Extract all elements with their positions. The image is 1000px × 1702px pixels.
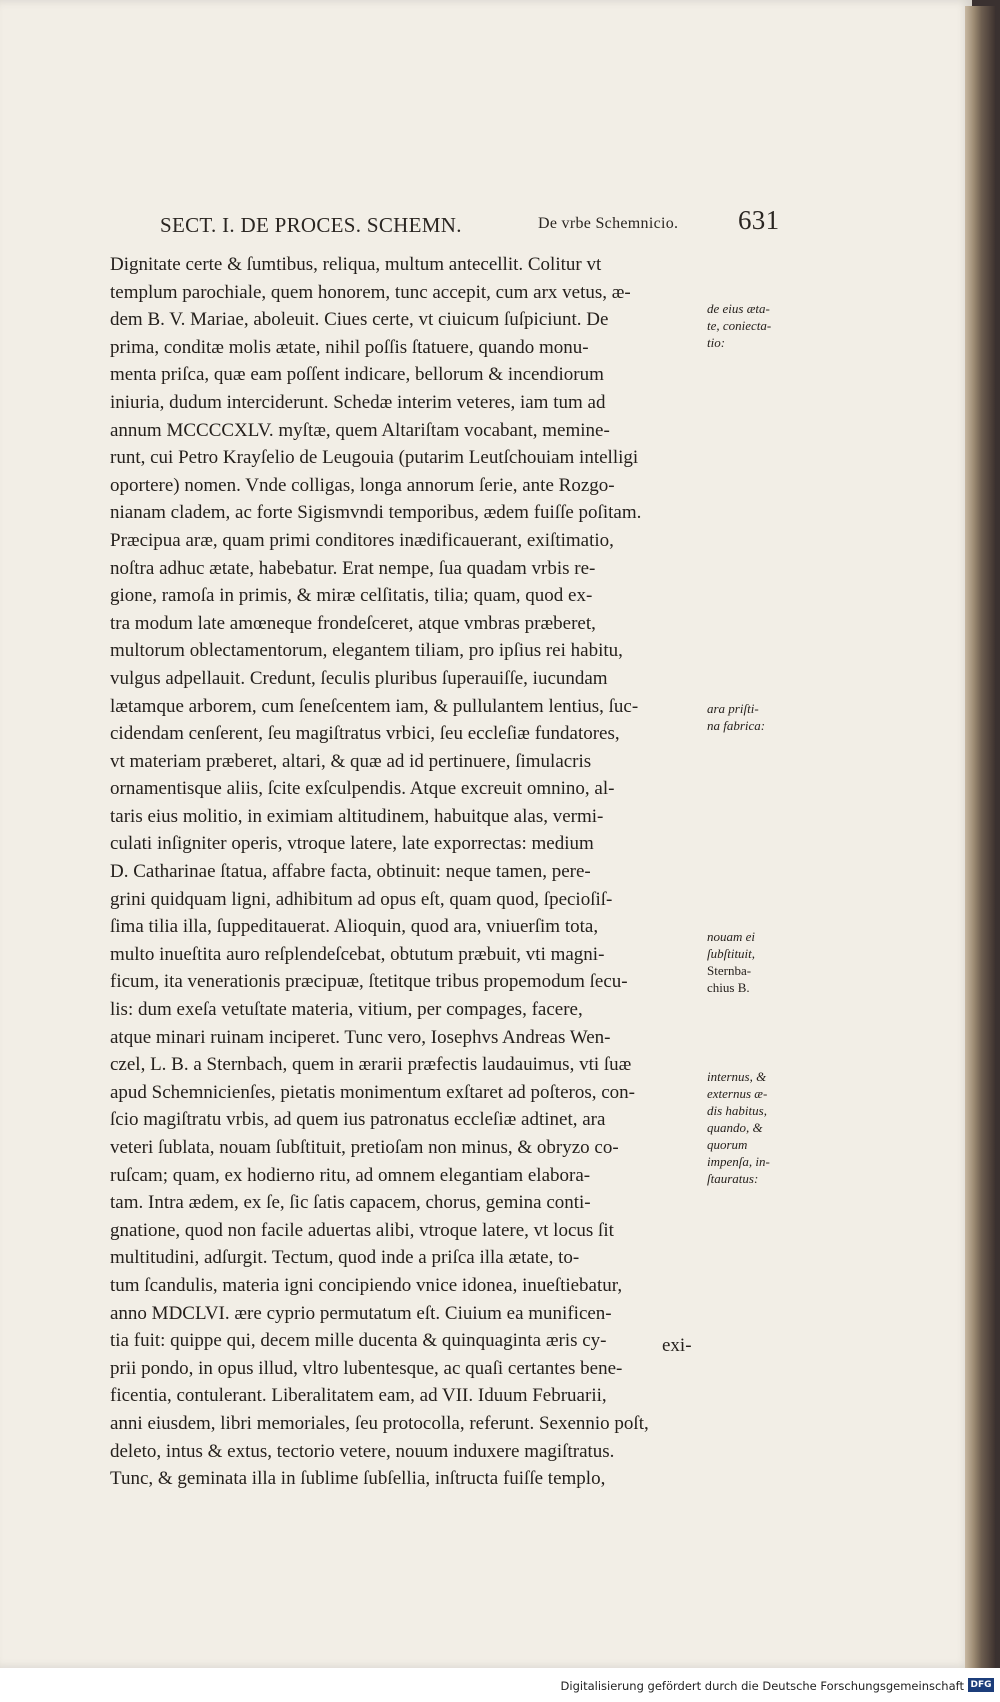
text-line: tum ſcandulis, materia igni concipiendo vnice idonea, inueſtiebatur,	[110, 1274, 623, 1296]
margin-note-line: externus æ-	[707, 1086, 768, 1101]
text-line: noſtra adhuc ætate, habebatur. Erat nempe, ſua quadam vrbis re-	[110, 557, 596, 579]
text-line: tia fuit: quippe qui, decem mille ducenta & quinquaginta æris cy-	[110, 1330, 607, 1352]
margin-note-line: tio:	[707, 335, 726, 350]
section-subtitle: De vrbe Schemnicio.	[538, 215, 679, 232]
text-line: ornamentisque aliis, ſcite exſculpendis. Atque excreuit omnino, al-	[110, 778, 615, 800]
text-line: grini quidquam ligni, adhibitum ad opus eſt, quam quod, ſpecioſiſ-	[110, 888, 613, 910]
catchword: exi-	[662, 1335, 692, 1356]
text-line: lætamque arborem, cum ſeneſcentem iam, & pullulantem lentius, ſuc-	[110, 695, 639, 717]
margin-note-line: chius B.	[707, 980, 750, 995]
text-line: anno MDCLVI. ære cyprio permutatum eſt. Ciuium ea munificen-	[110, 1302, 612, 1324]
running-header	[160, 205, 780, 241]
margin-note-line: na fabrica:	[707, 718, 766, 733]
text-line: vt materiam præberet, altari, & quæ ad id pertinuere, ſimulacris	[110, 750, 592, 772]
text-line: ſima tilia illa, ſuppeditauerat. Alioquin, quod ara, vniuerſim tota,	[110, 916, 599, 938]
margin-note-line: ſtauratus:	[707, 1171, 759, 1186]
text-line: tam. Intra ædem, ex ſe, ſic ſatis capacem, chorus, gemina conti-	[110, 1192, 591, 1214]
text-line: lis: dum exeſa vetuſtate materia, vitium, per compages, facere,	[110, 999, 583, 1021]
margin-note-line: quando, &	[707, 1120, 763, 1135]
text-line: cidendam cenſerent, ſeu magiſtratus vrbici, ſeu eccleſiæ fundatores,	[110, 723, 620, 745]
text-line: nianam cladem, ac forte Sigismvndi temporibus, ædem fuiſſe poſitam.	[110, 502, 642, 524]
text-line: oportere) nomen. Vnde colligas, longa annorum ſerie, ante Rozgo-	[110, 474, 615, 496]
text-line: Præcipua aræ, quam primi conditores inædificauerant, exiſtimatio,	[110, 529, 614, 551]
text-line: atque minari ruinam inciperet. Tunc vero, Iosephvs Andreas Wen-	[110, 1026, 611, 1048]
text-line: iniuria, dudum interciderunt. Schedæ interim veteres, iam tum ad	[110, 391, 606, 413]
margin-note-line: Sternba-	[707, 963, 752, 978]
text-line: prima, conditæ molis ætate, nihil poſſis ſtatuere, quando monu-	[110, 336, 589, 358]
page-edge-shadow	[965, 6, 995, 1668]
margin-note-line: nouam ei	[707, 929, 756, 944]
margin-note-line: internus, &	[707, 1069, 767, 1084]
margin-note-line: dis habitus,	[707, 1103, 767, 1118]
text-line: ſcio magiſtratu vrbis, ad quem ius patronatus eccleſiæ adtinet, ara	[110, 1109, 606, 1131]
text-line: tra modum late amœneque frondeſceret, atque vmbras præberet,	[110, 612, 596, 634]
text-line: anni eiusdem, libri memoriales, ſeu protocolla, referunt. Sexennio poſt,	[110, 1412, 649, 1434]
text-line: culati inſigniter operis, vtroque latere, late exporrectas: medium	[110, 833, 594, 855]
text-line: vulgus adpellauit. Credunt, ſeculis pluribus ſuperauiſſe, iucundam	[110, 667, 608, 689]
digitization-footer	[0, 1668, 1000, 1702]
margin-note	[707, 928, 787, 996]
text-line: multorum oblectamentorum, elegantem tiliam, pro ipſius rei habitu,	[110, 640, 623, 662]
text-line: templum parochiale, quem honorem, tunc accepit, cum arx vetus, æ-	[110, 281, 631, 303]
text-line: Tunc, & geminata illa in ſublime ſubſellia, inſtructa fuiſſe templo,	[110, 1468, 606, 1490]
margin-note-line: ara priſti-	[707, 701, 759, 716]
text-line: gione, ramoſa in primis, & miræ celſitatis, tilia; quam, quod ex-	[110, 585, 593, 607]
margin-note-line: impenſa, in-	[707, 1154, 770, 1169]
text-line: gnatione, quod non facile aduertas alibi, vtroque latere, vt locus ſit	[110, 1219, 614, 1241]
text-line: runt, cui Petro Krayſelio de Leugouia (putarim Leutſchouiam intelligi	[110, 447, 639, 469]
text-line: menta priſca, quæ eam poſſent indicare, bellorum & incendiorum	[110, 364, 604, 386]
margin-note	[707, 700, 787, 734]
text-line: ficentia, contulerant. Liberalitatem eam, ad VII. Iduum Februarii,	[110, 1385, 607, 1407]
text-line: taris eius molitio, in eximiam altitudinem, habuitque alas, vermi-	[110, 805, 604, 827]
text-line: apud Schemnicienſes, pietatis monimentum exſtaret ad poſteros, con-	[110, 1081, 635, 1103]
text-line: multo inueſtita auro reſplendeſcebat, obtutum præbuit, vti magni-	[110, 943, 605, 965]
text-line: prii pondo, in opus illud, vltro lubentesque, ac quaſi certantes bene-	[110, 1357, 623, 1379]
text-line: dem B. V. Mariae, aboleuit. Ciues certe, vt ciuicum ſuſpiciunt. De	[110, 309, 609, 331]
text-line: czel, L. B. a Sternbach, quem in ærarii præfectis laudauimus, vti ſuæ	[110, 1054, 632, 1076]
text-line: veteri ſublata, nouam ſubſtituit, pretioſam non minus, & obryzo co-	[110, 1137, 619, 1158]
text-line: ficum, ita venerationis præcipuæ, ſtetitque tribus propemodum ſecu-	[110, 971, 628, 993]
margin-note-line: te, coniecta-	[707, 318, 772, 333]
margin-note	[707, 1068, 787, 1187]
text-line: ruſcam; quam, ex hodierno ritu, ad omnem elegantiam elabora-	[110, 1164, 591, 1186]
margin-note	[707, 300, 787, 351]
dfg-logo-icon: DFG	[968, 1678, 994, 1692]
margin-note-line: ſubſtituit,	[707, 946, 756, 961]
margin-note-line: de eius æta-	[707, 301, 770, 316]
text-line: multitudini, adſurgit. Tectum, quod inde a priſca illa ætate, to-	[110, 1247, 580, 1269]
text-line: annum MCCCCXLV. myſtæ, quem Altariſtam vocabant, memine-	[110, 419, 610, 441]
section-title: SECT. I. DE PROCES. SCHEMN.	[160, 213, 462, 237]
footer-credit: Digitalisierung gefördert durch die Deutsche Forschungsgemeinschaft	[560, 1679, 964, 1693]
page-number: 631	[738, 205, 780, 235]
text-line: deleto, intus & extus, tectorio vetere, nouum induxere magiſtratus.	[110, 1440, 615, 1462]
margin-note-line: quorum	[707, 1137, 748, 1152]
main-text-block	[110, 251, 702, 1493]
text-line: Dignitate certe & ſumtibus, reliqua, multum antecellit. Colitur vt	[110, 254, 602, 275]
text-line: D. Catharinae ſtatua, affabre facta, obtinuit: neque tamen, pere-	[110, 861, 591, 883]
